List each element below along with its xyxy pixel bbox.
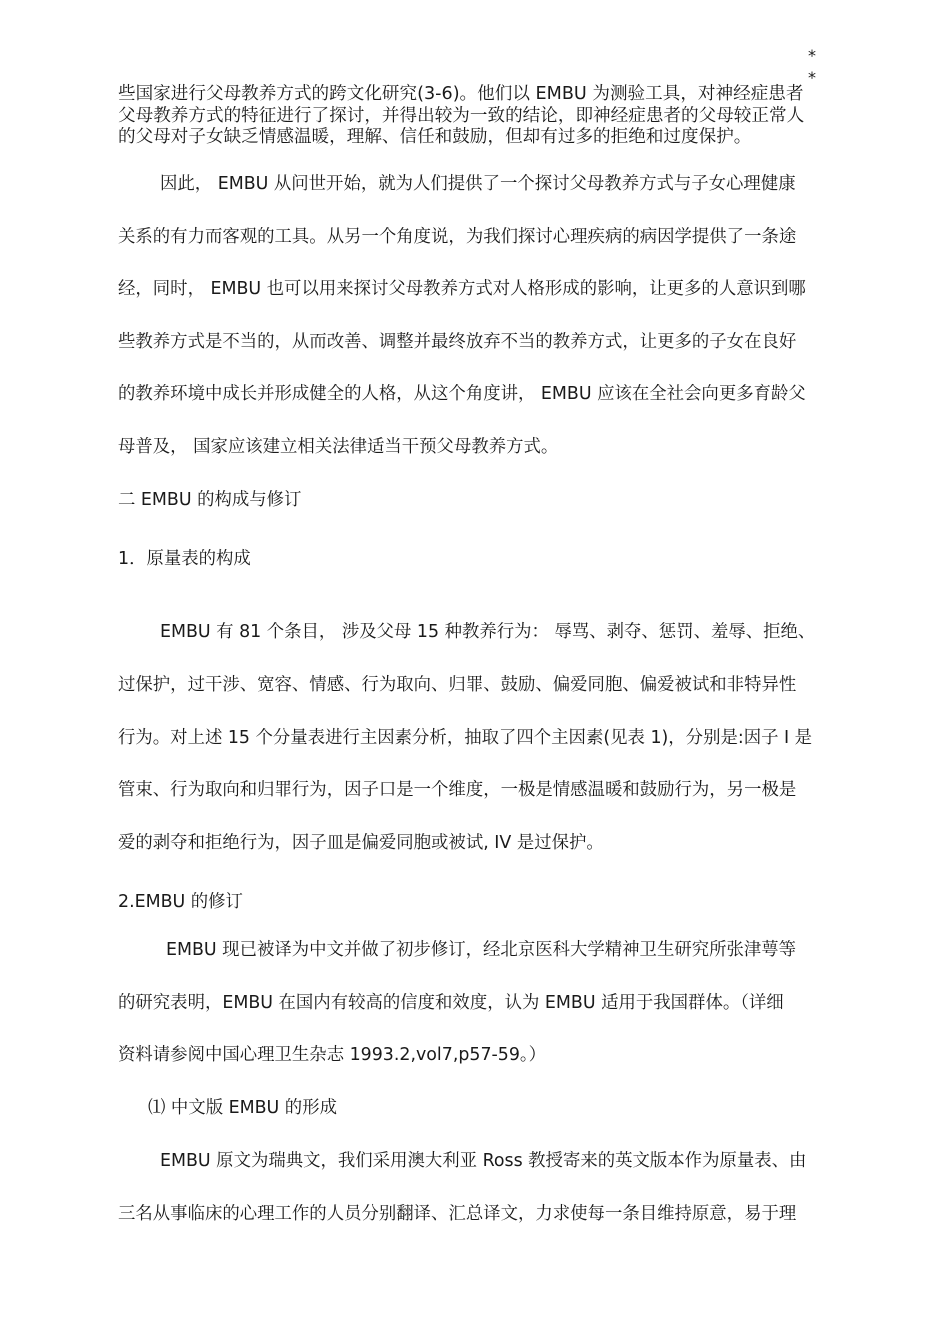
section-heading: 二 EMBU 的构成与修订 [118,490,302,510]
text-line: 些教养方式是不当的，从而改善、调整并最终放弃不当的教养方式，让更多的子女在良好 [118,332,797,352]
asterisk-mark: * [808,46,816,65]
text-line: 父母教养方式的特征进行了探讨，并得出较为一致的结论，即神经症患者的父母较正常人 [118,106,805,126]
text-line: 过保护，过干涉、宽容、情感、行为取向、归罪、鼓励、偏爱同胞、偏爱被试和非特异性 [118,675,797,695]
text-line: 的父母对子女缺乏情感温暖，理解、信任和鼓励，但却有过多的拒绝和过度保护。 [118,127,752,147]
text-line: 因此， EMBU 从问世开始，就为人们提供了一个探讨父母教养方式与子女心理健康 [160,174,796,194]
text-line: 的研究表明，EMBU 在国内有较高的信度和效度，认为 EMBU 适用于我国群体。（详细 [118,993,784,1013]
text-line: EMBU 现已被译为中文并做了初步修订，经北京医科大学精神卫生研究所张津萼等 [166,940,797,960]
asterisk-mark: * [808,68,816,87]
subsection-heading: 1．原量表的构成 [118,549,251,569]
text-line: EMBU 原文为瑞典文，我们采用澳大利亚 Ross 教授寄来的英文版本作为原量表、由 [160,1151,807,1171]
text-line: 资料请参阅中国心理卫生杂志 1993.2,vol7,p57-59。） [118,1045,546,1065]
text-line: 些国家进行父母教养方式的跨文化研究(3-6)。他们以 EMBU 为测验工具，对神经症患者 [118,84,804,104]
text-line: 经，同时， EMBU 也可以用来探讨父母教养方式对人格形成的影响，让更多的人意识到哪 [118,279,806,299]
text-line: 爱的剥夺和拒绝行为，因子皿是偏爱同胞或被试, IV 是过保护。 [118,833,604,853]
text-line: 管束、行为取向和归罪行为，因子口是一个维度，一极是情感温暖和鼓励行为，另一极是 [118,780,797,800]
text-line: 关系的有力而客观的工具。从另一个角度说，为我们探讨心理疾病的病因学提供了一条途 [118,227,797,247]
text-line: 行为。对上述 15 个分量表进行主因素分析，抽取了四个主因素(见表 1)，分别是:因子 I 是 [118,728,813,748]
text-line: 母普及， 国家应该建立相关法律适当干预父母教养方式。 [118,437,559,457]
subsection-heading: 2.EMBU 的修订 [118,892,243,912]
text-line: 三名从事临床的心理工作的人员分别翻译、汇总译文，力求使每一条目维持原意，易于理 [118,1204,797,1224]
text-line: 的教养环境中成长并形成健全的人格，从这个角度讲， EMBU 应该在全社会向更多育龄父 [118,384,806,404]
text-line: EMBU 有 81 个条目， 涉及父母 15 种教养行为： 辱骂、剥夺、惩罚、羞辱、拒绝、 [160,622,816,642]
item-heading: ⑴ 中文版 EMBU 的形成 [148,1098,337,1118]
